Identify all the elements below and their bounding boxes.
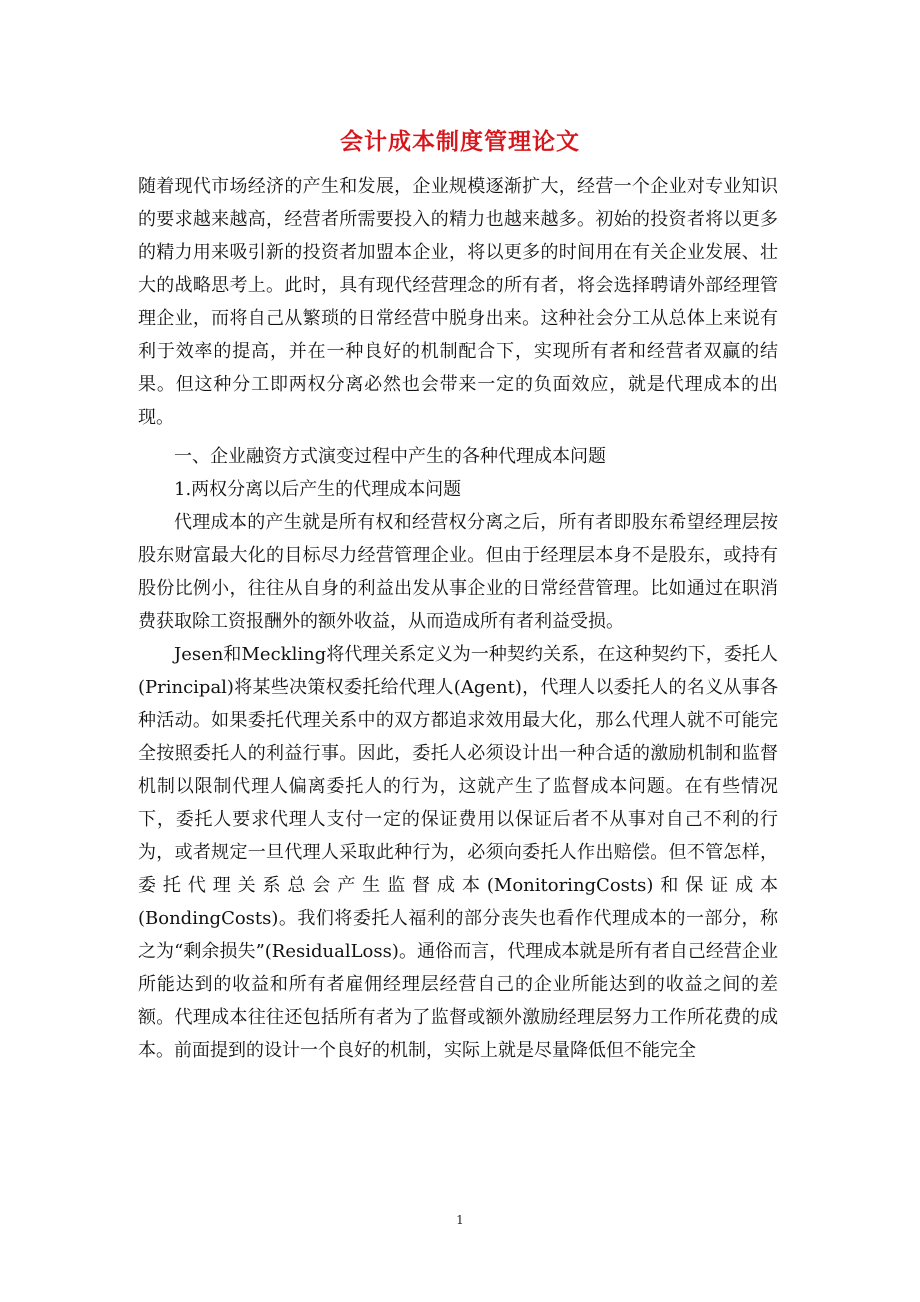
paragraph-intro: 随着现代市场经济的产生和发展，企业规模逐渐扩大，经营一个企业对专业知识的要求越来越高，经营者所需要投入的精力也越来越多。初始的投资者将以更多的精力用来吸引新的投资者加盟本企业，将以更多的时间用在有关企业发展、壮大的战略思考上。此时，具有现代经营理念的所有者，将会选择聘请外部经理管理企业，而将自己从繁琐的日常经营中脱身出来。这种社会分工从总体上来说有利于效率的提高，并在一种良好的机制配合下，实现所有者和经营者双赢的结果。但这种分工即两权分离必然也会带来一定的负面效应，就是代理成本的出现。: [138, 176, 778, 428]
paragraph-agency-cost: 代理成本的产生就是所有权和经营权分离之后，所有者即股东希望经理层按股东财富最大化的目标尽力经营管理企业。但由于经理层本身不是股东，或持有股份比例小，往往从自身的利益出发从事企业的日常经营管理。比如通过在职消费获取除工资报酬外的额外收益，从而造成所有者利益受损。: [138, 512, 778, 632]
subsection-heading: 1.两权分离以后产生的代理成本问题: [174, 479, 462, 500]
document-body: [138, 170, 778, 1067]
page-number: 1: [456, 1213, 464, 1227]
paragraph-jensen-meckling: Jesen和Meckling将代理关系定义为一种契约关系，在这种契约下，委托人(Principal)将某些决策权委托给代理人(Agent)，代理人以委托人的名义从事各种活动。如果委托代理关系中的双方都追求效用最大化，那么代理人就不可能完全按照委托人的利益行事。因此，委托人必须设计出一种合适的激励机制和监督机制以限制代理人偏离委托人的行为，这就产生了监督成本问题。在有些情况下，委托人要求代理人支付一定的保证费用以保证后者不从事对自己不利的行为，或者规定一旦代理人采取此种行为，必须向委托人作出赔偿。但不管怎样，委托代理关系总会产生监督成本(MonitoringCosts)和保证成本(BondingCosts)。我们将委托人福利的部分丧失也看作代理成本的一部分，称之为“剩余损失”(ResidualLoss)。通俗而言，代理成本就是所有者自己经营企业所能达到的收益和所有者雇佣经理层经营自己的企业所能达到的收益之间的差额。代理成本往往还包括所有者为了监督或额外激励经理层努力工作所花费的成本。前面提到的设计一个良好的机制，实际上就是尽量降低但不能完全: [138, 644, 778, 1061]
document-title: 会计成本制度管理论文: [340, 129, 580, 155]
section-heading: 一、企业融资方式演变过程中产生的各种代理成本问题: [174, 446, 606, 467]
